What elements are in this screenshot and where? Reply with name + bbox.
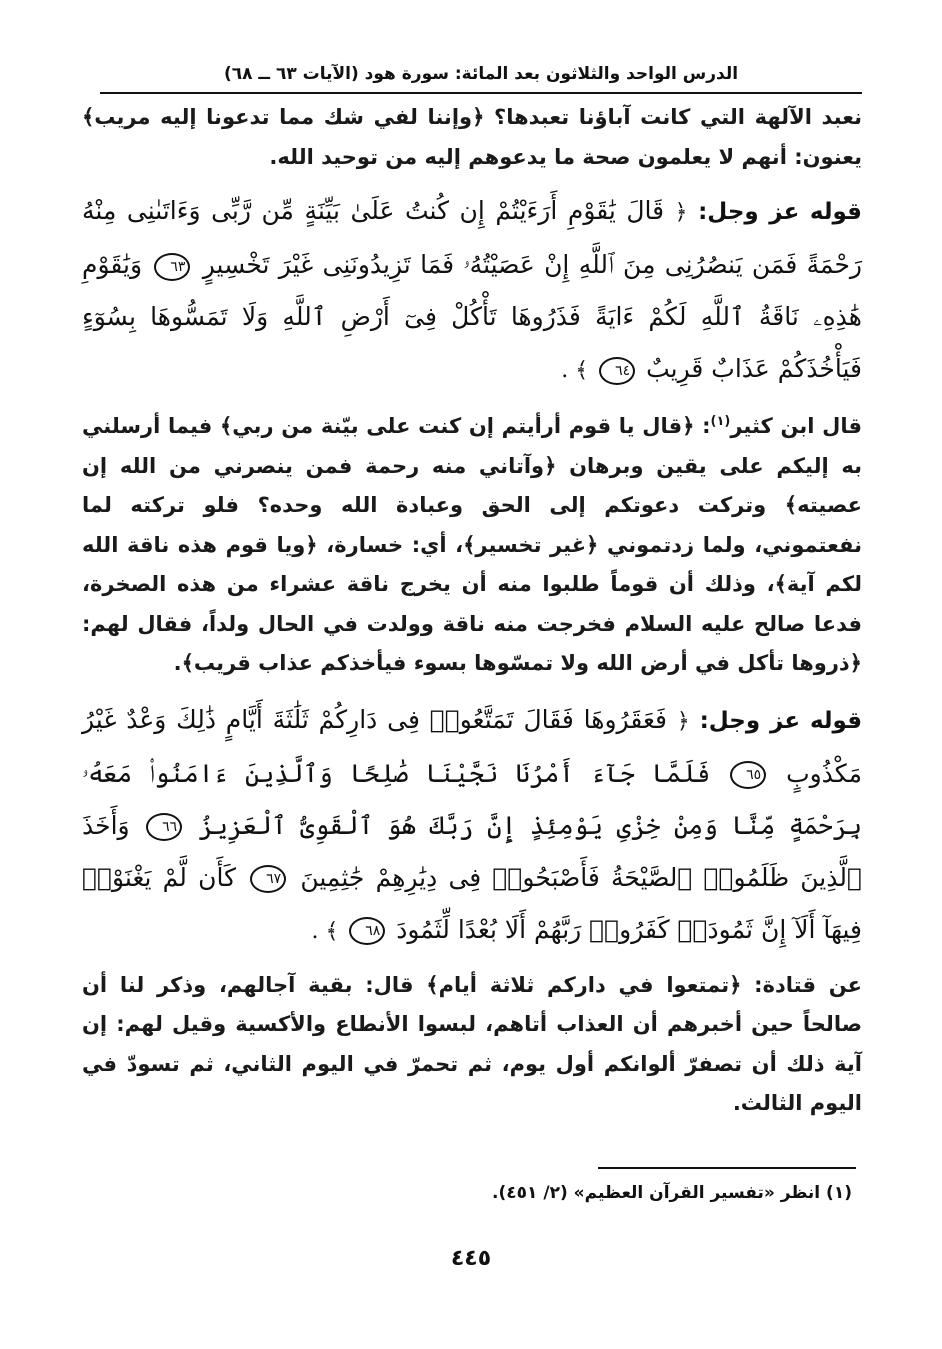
verse-text-63: قَالَ يَٰقَوْمِ أَرَءَيْتُمْ إِن كُنتُ عَلَىٰ بَيِّنَةٍ مِّن رَّبِّى وَءَاتَىٰنِى مِنْهُ رَحْمَةً فَمَن يَنصُرُنِى مِنَ ٱللَّهِ إِنْ عَصَيْتُهُۥ فَمَا تَزِيدُونَنِى غَيْرَ تَخْسِيرٍ xyxy=(82,196,863,279)
running-header: الدرس الواحد والثلاثون بعد المائة: سورة هود (الآيات ٦٣ ــ ٦٨) xyxy=(223,64,739,84)
aya-number-65: ٦٥ xyxy=(730,761,766,789)
aya-number-63: ٦٣ xyxy=(154,253,190,281)
paragraph-intro: نعبد الآلهة التي كانت آباؤنا تعبدها؟ ﴿وإننا لفي شك مما تدعونا إليه مريب﴾ يعنون: أنهم لا يعلمون صحة ما يدعوهم إليه من توحيد الله. xyxy=(82,105,862,169)
aya-number-67: ٦٧ xyxy=(250,865,286,893)
quran-block-65-68 xyxy=(82,694,862,958)
ibn-kathir-label: قال ابن كثير xyxy=(730,414,862,438)
ornate-bracket-open: ﴿ xyxy=(674,200,688,225)
paragraph-ibn-kathir xyxy=(82,407,862,684)
verse-text-68: كَأَن لَّمْ يَغْنَوْا۟ فِيهَآ أَلَآ إِنَّ ثَمُودَا۟ كَفَرُوا۟ رَبَّهُمْ أَلَا بُعْدًا لِّثَمُودَ xyxy=(82,862,862,944)
quran-block-63-64 xyxy=(82,185,862,397)
page-number: ٤٤٥ xyxy=(450,1246,492,1271)
footnote-rule xyxy=(598,1167,856,1169)
ornate-bracket-close: ﴾ . xyxy=(561,358,589,383)
ornate-bracket-close: ﴾ . xyxy=(311,918,339,944)
footnote-ref[interactable]: (١) xyxy=(710,414,731,429)
aya-number-66: ٦٦ xyxy=(146,813,182,841)
footnote: (١) انظر «تفسير القرآن العظيم» (٢/ ٤٥١). xyxy=(492,1183,852,1203)
aya-number-64: ٦٤ xyxy=(599,357,635,385)
ibn-kathir-text: : ﴿قال يا قوم أرأيتم إن كنت على بيّنة من ربي﴾ فيما أرسلني به إليكم على يقين وبرهان ﴿وآتاني منه رحمة فمن ينصرني من الله إن عصيته﴾ وتركت دعوتكم إلى الحق وعبادة الله وحده؟ فلو تركته لما نفعتموني، ولما زدتموني ﴿غير تخسير﴾، أي: خسارة، ﴿ويا قوم هذه ناقة الله لكم آية﴾، وذلك أن قوماً طلبوا منه أن يخرج ناقة عشراء من هذه الصخرة، فدعا صالح عليه السلام فخرجت منه ناقة وولدت في الحال ولداً، فقال لهم: ﴿ذروها تأكل في أرض الله ولا تمسّوها بسوء فيأخذكم عذاب قريب﴾. xyxy=(82,414,862,675)
header-rule xyxy=(100,92,862,94)
page-body xyxy=(82,98,862,1124)
verse-lead: قوله عز وجل: xyxy=(698,199,862,225)
verse-text-66: فَلَمَّا جَآءَ أَمْرُنَا نَجَّيْنَا صَٰلِحًا وَٱلَّذِينَ ءَامَنُوا۟ مَعَهُۥ بِرَحْمَةٍ مِّنَّا وَمِنْ خِزْىِ يَوْمِئِذٍ إِنَّ رَبَّكَ هُوَ ٱلْقَوِىُّ ٱلْعَزِيزُ xyxy=(82,758,863,840)
verse-text-64: وَيَٰقَوْمِ هَٰذِهِۦ نَاقَةُ ٱللَّهِ لَكُمْ ءَايَةً فَذَرُوهَا تَأْكُلْ فِىٓ أَرْضِ ٱللَّهِ وَلَا تَمَسُّوهَا بِسُوٓءٍ فَيَأْخُذَكُمْ عَذَابٌ قَرِيبٌ xyxy=(82,250,862,383)
paragraph-qatada: عن قتادة: ﴿تمتعوا في داركم ثلاثة أيام﴾ قال: بقية آجالهم، وذكر لنا أن صالحاً حين أخبرهم أن العذاب أتاهم، لبسوا الأنطاع والأكسية وقيل لهم: إن آية ذلك أن تصفرّ ألوانكم أول يوم، ثم تحمرّ في اليوم الثاني، ثم تسودّ في اليوم الثالث. xyxy=(82,972,862,1115)
verse-text-65: فَعَقَرُوهَا فَقَالَ تَمَتَّعُوا۟ فِى دَارِكُمْ ثَلَٰثَةَ أَيَّامٍ ذَٰلِكَ وَعْدٌ غَيْرُ مَكْذُوبٍ xyxy=(82,704,863,788)
verse-lead: قوله عز وجل: xyxy=(699,707,863,734)
verse-text-67: وَأَخَذَ ٱلَّذِينَ ظَلَمُوا۟ ٱلصَّيْحَةُ فَأَصْبَحُوا۟ فِى دِيَٰرِهِمْ جَٰثِمِينَ xyxy=(82,810,863,892)
ornate-bracket-open: ﴿ xyxy=(676,708,690,734)
aya-number-68: ٦٨ xyxy=(349,917,385,945)
